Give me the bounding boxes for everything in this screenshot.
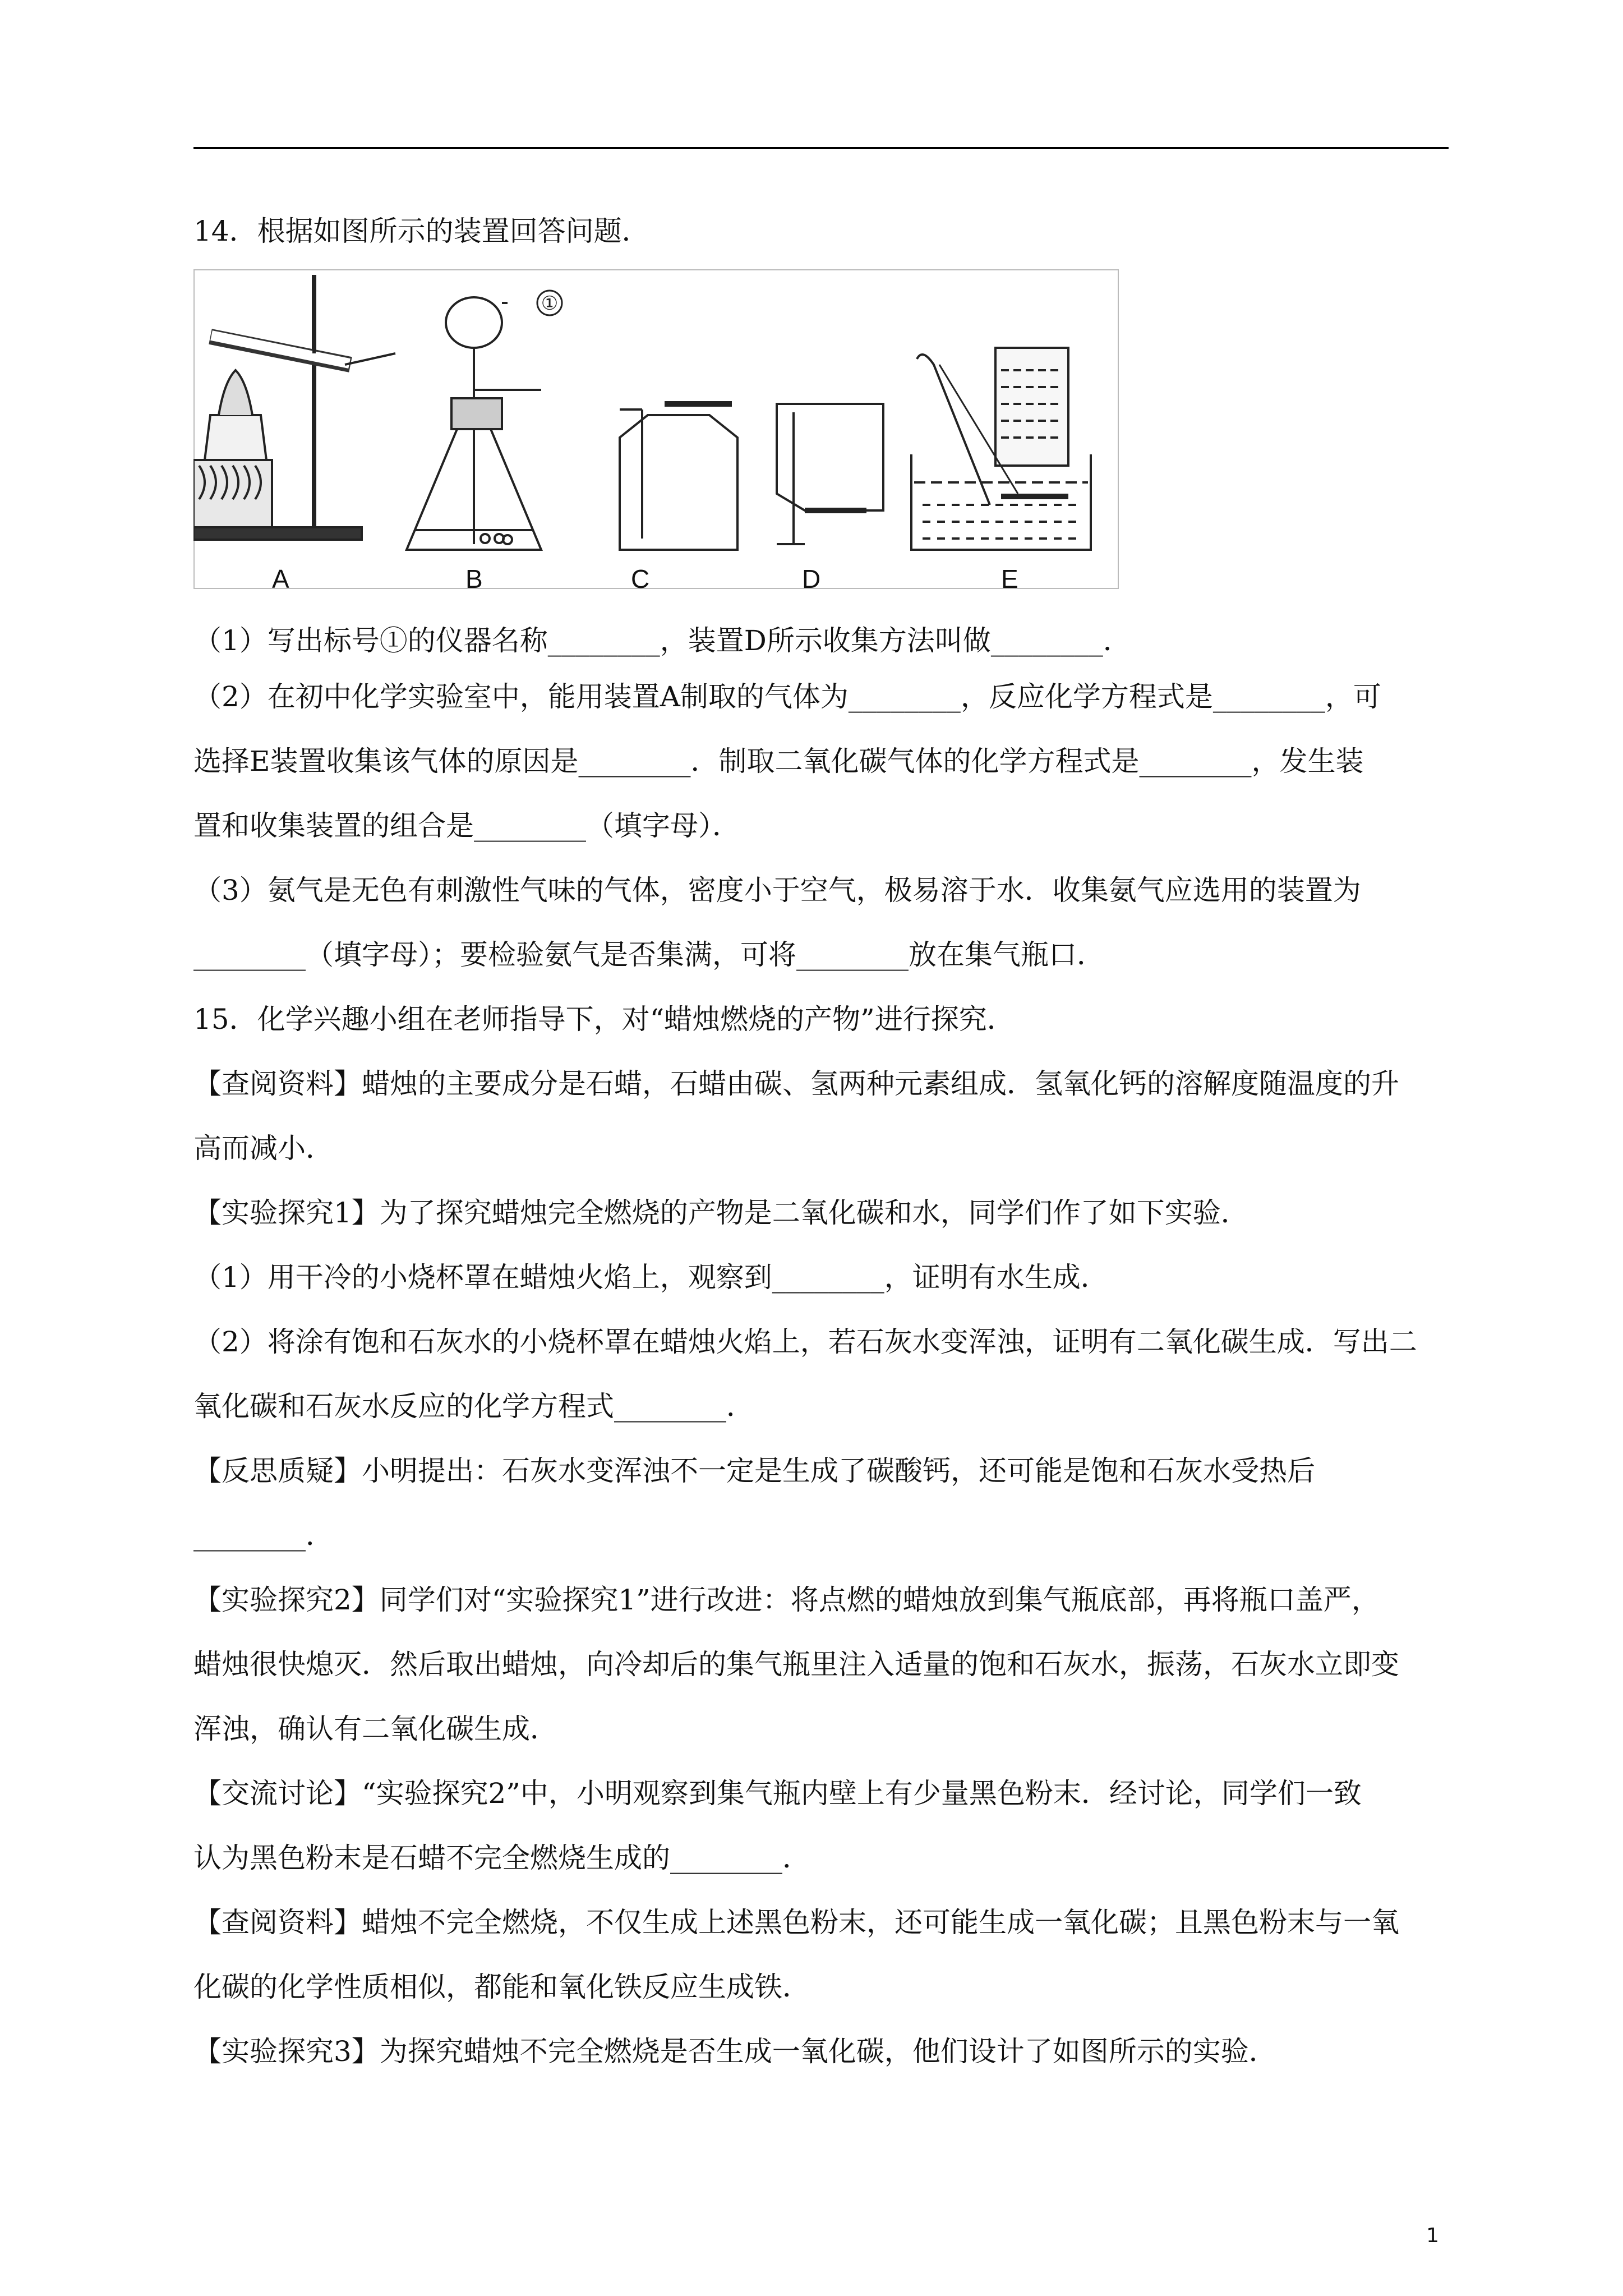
q15-line: 15．化学兴趣小组在老师指导下，对“蜡烛燃烧的产物”进行探究． [193,1003,1015,1036]
q14-line: 置和收集装置的组合是________（填字母）． [193,809,740,842]
apparatus-a [193,275,395,540]
q14-line: （1）写出标号①的仪器名称________，装置D所示收集方法叫做________． [193,624,1131,657]
q15-line: （1）用干冷的小烧杯罩在蜡烛火焰上，观察到________，证明有水生成． [193,1261,1109,1294]
figure-labels [193,564,1119,603]
q14-line: ________（填字母）；要检验氨气是否集满，可将________放在集气瓶口． [193,938,1105,971]
q15-line: 【实验探究2】同学们对“实验探究1”进行改进：将点燃的蜡烛放到集气瓶底部，再将瓶口盖严， [193,1584,1380,1616]
label-c: C [631,564,650,593]
q15-line: （2）将涂有饱和石灰水的小烧杯罩在蜡烛火焰上，若石灰水变浑浊，证明有二氧化碳生成．写出二 [193,1326,1417,1358]
q15-line: 【交流讨论】“实验探究2”中，小明观察到集气瓶内壁上有少量黑色粉末．经讨论，同学们一致 [193,1777,1362,1810]
q15-line: 认为黑色粉末是石蜡不完全燃烧生成的________． [193,1842,810,1874]
apparatus-e [911,348,1091,550]
label-d: D [802,564,821,593]
apparatus-c [620,404,737,550]
label-circled-1: ① [541,292,559,315]
apparatus-b [407,291,562,550]
q15-line: ________． [193,1519,334,1552]
q15-line: 【查阅资料】蜡烛不完全燃烧，不仅生成上述黑色粉末，还可能生成一氧化碳；且黑色粉末与一氧 [193,1906,1399,1939]
apparatus-d [777,404,883,544]
q15-line: 氧化碳和石灰水反应的化学方程式________． [193,1390,754,1423]
apparatus-figure [193,269,1119,589]
q15-line: 【查阅资料】蜡烛的主要成分是石蜡，石蜡由碳、氢两种元素组成．氢氧化钙的溶解度随温度的升 [193,1068,1399,1100]
page-number: 1 [1426,2224,1439,2247]
q15-line: 【反思质疑】小明提出：石灰水变浑浊不一定是生成了碳酸钙，还可能是饱和石灰水受热后 [193,1455,1315,1487]
q15-line: 【实验探究1】为了探究蜡烛完全燃烧的产物是二氧化碳和水，同学们作了如下实验． [193,1197,1249,1229]
q15-line: 蜡烛很快熄灭．然后取出蜡烛，向冷却后的集气瓶里注入适量的饱和石灰水，振荡，石灰水立即变 [193,1648,1399,1681]
q15-line: 浑浊，确认有二氧化碳生成． [193,1713,558,1745]
label-b: B [465,564,483,593]
label-a: A [272,564,289,593]
q14-line: （3）氨气是无色有刺激性气味的气体，密度小于空气，极易溶于水．收集氨气应选用的装置为 [193,874,1361,907]
q15-line: 【实验探究3】为探究蜡烛不完全燃烧是否生成一氧化碳，他们设计了如图所示的实验． [193,2035,1277,2068]
label-e: E [1001,564,1018,593]
q15-line: 高而减小． [193,1132,334,1165]
q14-title: 14．根据如图所示的装置回答问题． [193,215,650,247]
q15-line: 化碳的化学性质相似，都能和氧化铁反应生成铁． [193,1971,810,2003]
header-rule [193,147,1449,149]
q14-line: 选择E装置收集该气体的原因是________．制取二氧化碳气体的化学方程式是________，发生装 [193,745,1364,777]
q14-line: （2）在初中化学实验室中，能用装置A制取的气体为________，反应化学方程式是________，可 [193,680,1381,713]
